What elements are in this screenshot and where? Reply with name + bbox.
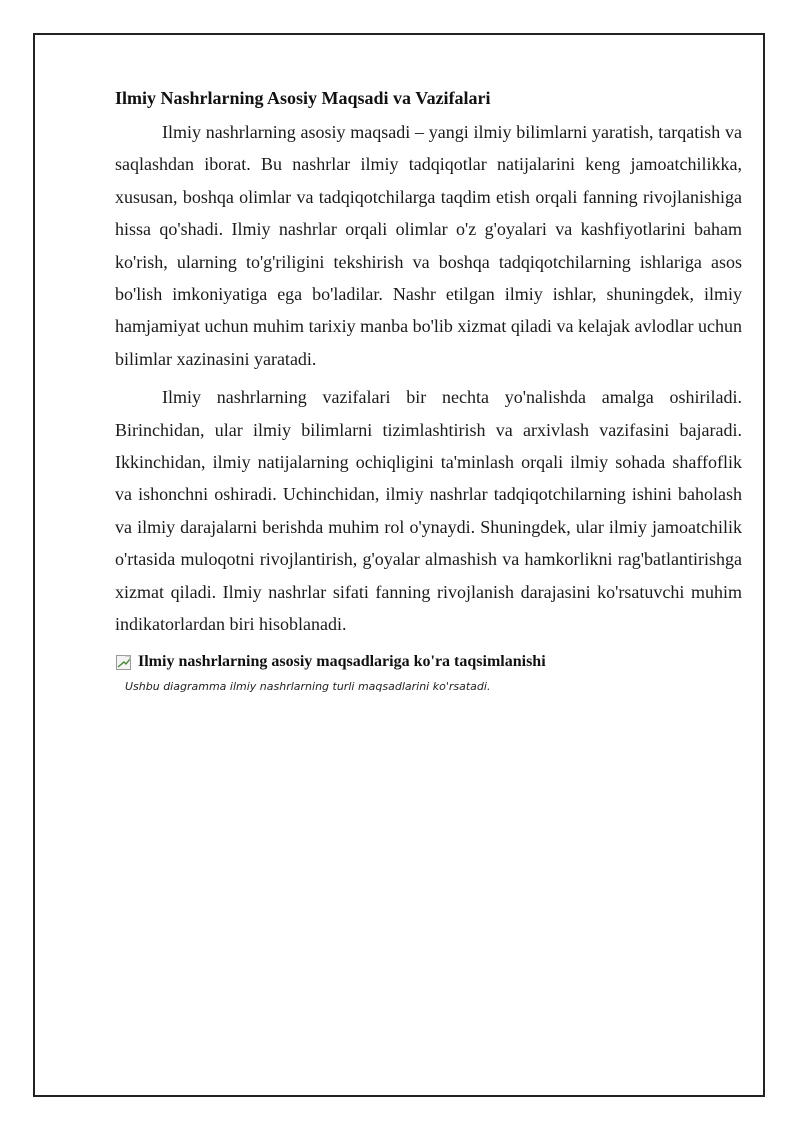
document-body	[115, 86, 742, 695]
paragraph-purpose: Ilmiy nashrlarning asosiy maqsadi – yangi ilmiy bilimlarni yaratish, tarqatish va saqlashdan iborat. Bu nashrlar ilmiy tadqiqotlar natijalarini keng jamoatchilikka, xususan, boshqa olimlar va tadqiqotchilarga taqdim etish orqali fanning rivojlanishiga hissa qo'shadi. Ilmiy nashrlar orqali olimlar o'z g'oyalari va kashfiyotlarini baham ko'rish, ularning to'g'riligini tekshirish va boshqa tadqiqotchilarning ishlariga asos bo'lish imkoniyatiga ega bo'ladilar. Nashr etilgan ilmiy ishlar, shuningdek, ilmiy hamjamiyat uchun muhim tarixiy manba bo'lib xizmat qiladi va kelajak avlodlar uchun bilimlar xazinasini yaratadi.	[115, 122, 742, 369]
figure	[115, 651, 742, 695]
figure-caption: Ushbu diagramma ilmiy nashrlarning turli maqsadlarini ko'rsatadi.	[125, 679, 491, 693]
figure-title-row	[115, 651, 742, 673]
figure-title: Ilmiy nashrlarning asosiy maqsadlariga ko'ra taqsimlanishi	[138, 652, 546, 670]
paragraph-functions: Ilmiy nashrlarning vazifalari bir nechta yo'nalishda amalga oshiriladi. Birinchidan, ular ilmiy bilimlarni tizimlashtirish va arxivlash vazifasini bajaradi. Ikkinchidan, ilmiy natijalarning ochiqligini ta'minlash orqali ilmiy sohada shaffoflik va ishonchni oshiradi. Uchinchidan, ilmiy nashrlar tadqiqotchilarning ishini baholash va ilmiy darajalarni berishda muhim rol o'ynaydi. Shuningdek, ular ilmiy jamoatchilik o'rtasida muloqotni rivojlantirish, g'oyalar almashish va hamkorlikni rag'batlantirishga xizmat qiladi. Ilmiy nashrlar sifati fanning rivojlanish darajasini ko'rsatuvchi muhim indikatorlardan biri hisoblanadi.	[115, 387, 742, 635]
broken-image-icon	[115, 653, 133, 671]
section-heading: Ilmiy Nashrlarning Asosiy Maqsadi va Vazifalari	[115, 88, 491, 108]
